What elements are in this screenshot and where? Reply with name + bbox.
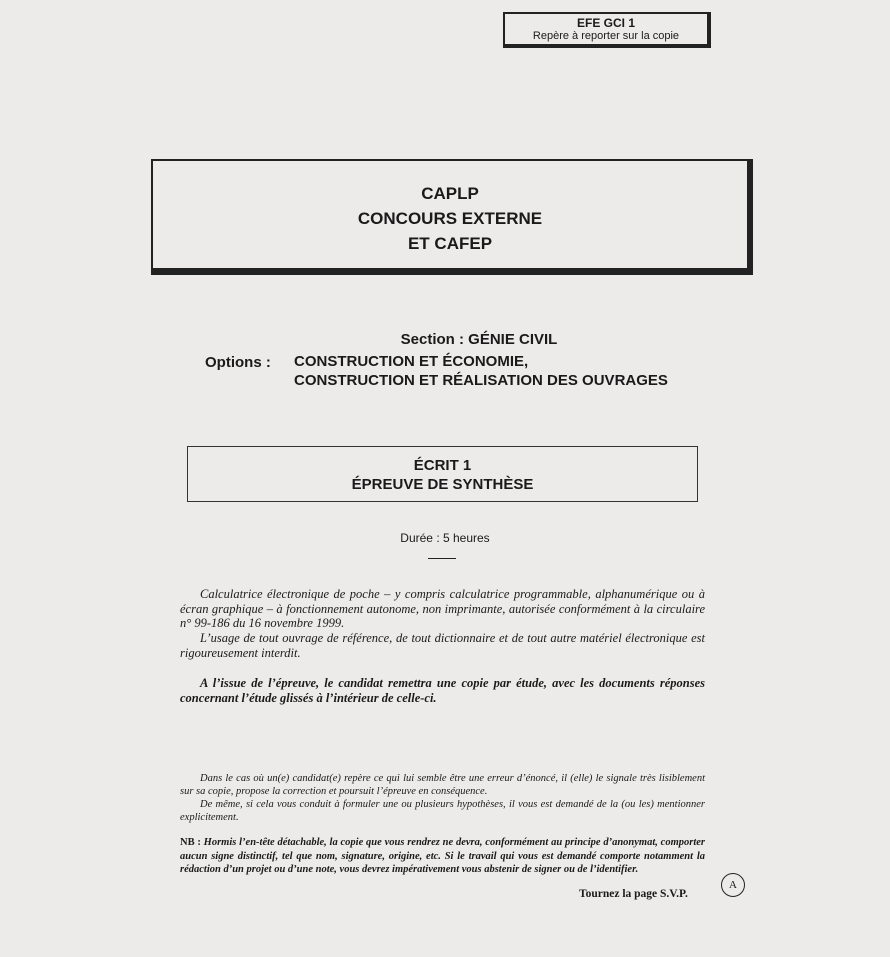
nb-label: NB :	[180, 837, 201, 848]
reference-note: Repère à reporter sur la copie	[532, 30, 680, 42]
option-2: CONSTRUCTION ET RÉALISATION DES OUVRAGES	[294, 372, 668, 389]
title-box	[151, 159, 753, 275]
options-label: Options :	[205, 354, 271, 371]
exam-title: ÉCRIT 1	[413, 457, 472, 474]
option-1: CONSTRUCTION ET ÉCONOMIE,	[294, 353, 529, 370]
exam-box	[187, 446, 698, 502]
anonymity-notice	[180, 836, 705, 877]
section-line	[0, 331, 890, 348]
section-value: GÉNIE CIVIL	[468, 331, 558, 348]
calculator-rule: Calculatrice électronique de poche – y compris calculatrice programmable, alphanumérique ou à écran graphique – à fonctionnement autonome, non imprimante, autorisée conformément à la circulaire n° 99-186 du 16 novembre 1999.	[180, 587, 705, 630]
title-line-2: CONCOURS EXTERNE	[357, 209, 543, 228]
turn-page: Tournez la page S.V.P.	[579, 888, 688, 900]
duration: Durée : 5 heures	[400, 531, 490, 545]
reference-box	[503, 12, 711, 48]
title-line-1: CAPLP	[421, 184, 479, 203]
submission-rule: A l’issue de l’épreuve, le candidat remettra une copie par étude, avec les documents réponses concernant l’étude glissés à l’intérieur de celle-ci.	[180, 676, 705, 705]
reference-code: EFE GCI 1	[576, 16, 635, 30]
options-list	[294, 352, 668, 390]
title-line-3: ET CAFEP	[407, 234, 493, 253]
reference-rule: L’usage de tout ouvrage de référence, de tout dictionnaire et de tout autre matériel électronique est rigoureusement interdit.	[180, 631, 705, 660]
seal-letter: A	[721, 873, 745, 897]
exam-subtitle: ÉPREUVE DE SYNTHÈSE	[351, 476, 534, 493]
divider	[428, 558, 456, 559]
hypothesis-notice: De même, si cela vous conduit à formuler une ou plusieurs hypothèses, il vous est demandé de la (ou les) mentionner explicitement.	[180, 799, 705, 823]
section-label: Section :	[400, 331, 464, 348]
nb-text: Hormis l’en-tête détachable, la copie que vous rendrez ne devra, conformément au principe d’anonymat, comporter aucun signe distinctif, tel que nom, signature, origine, etc. Si le travail qui vous est demandé comporte notamment la rédaction d’un projet ou d’une note, vous devrez impérativement vous abstenir de signer ou de l’identifier.	[180, 837, 705, 875]
error-notice: Dans le cas où un(e) candidat(e) repère ce qui lui semble être une erreur d’énoncé, il (elle) le signale très lisiblement sur sa copie, propose la correction et poursuit l’épreuve en conséquence.	[180, 773, 705, 797]
